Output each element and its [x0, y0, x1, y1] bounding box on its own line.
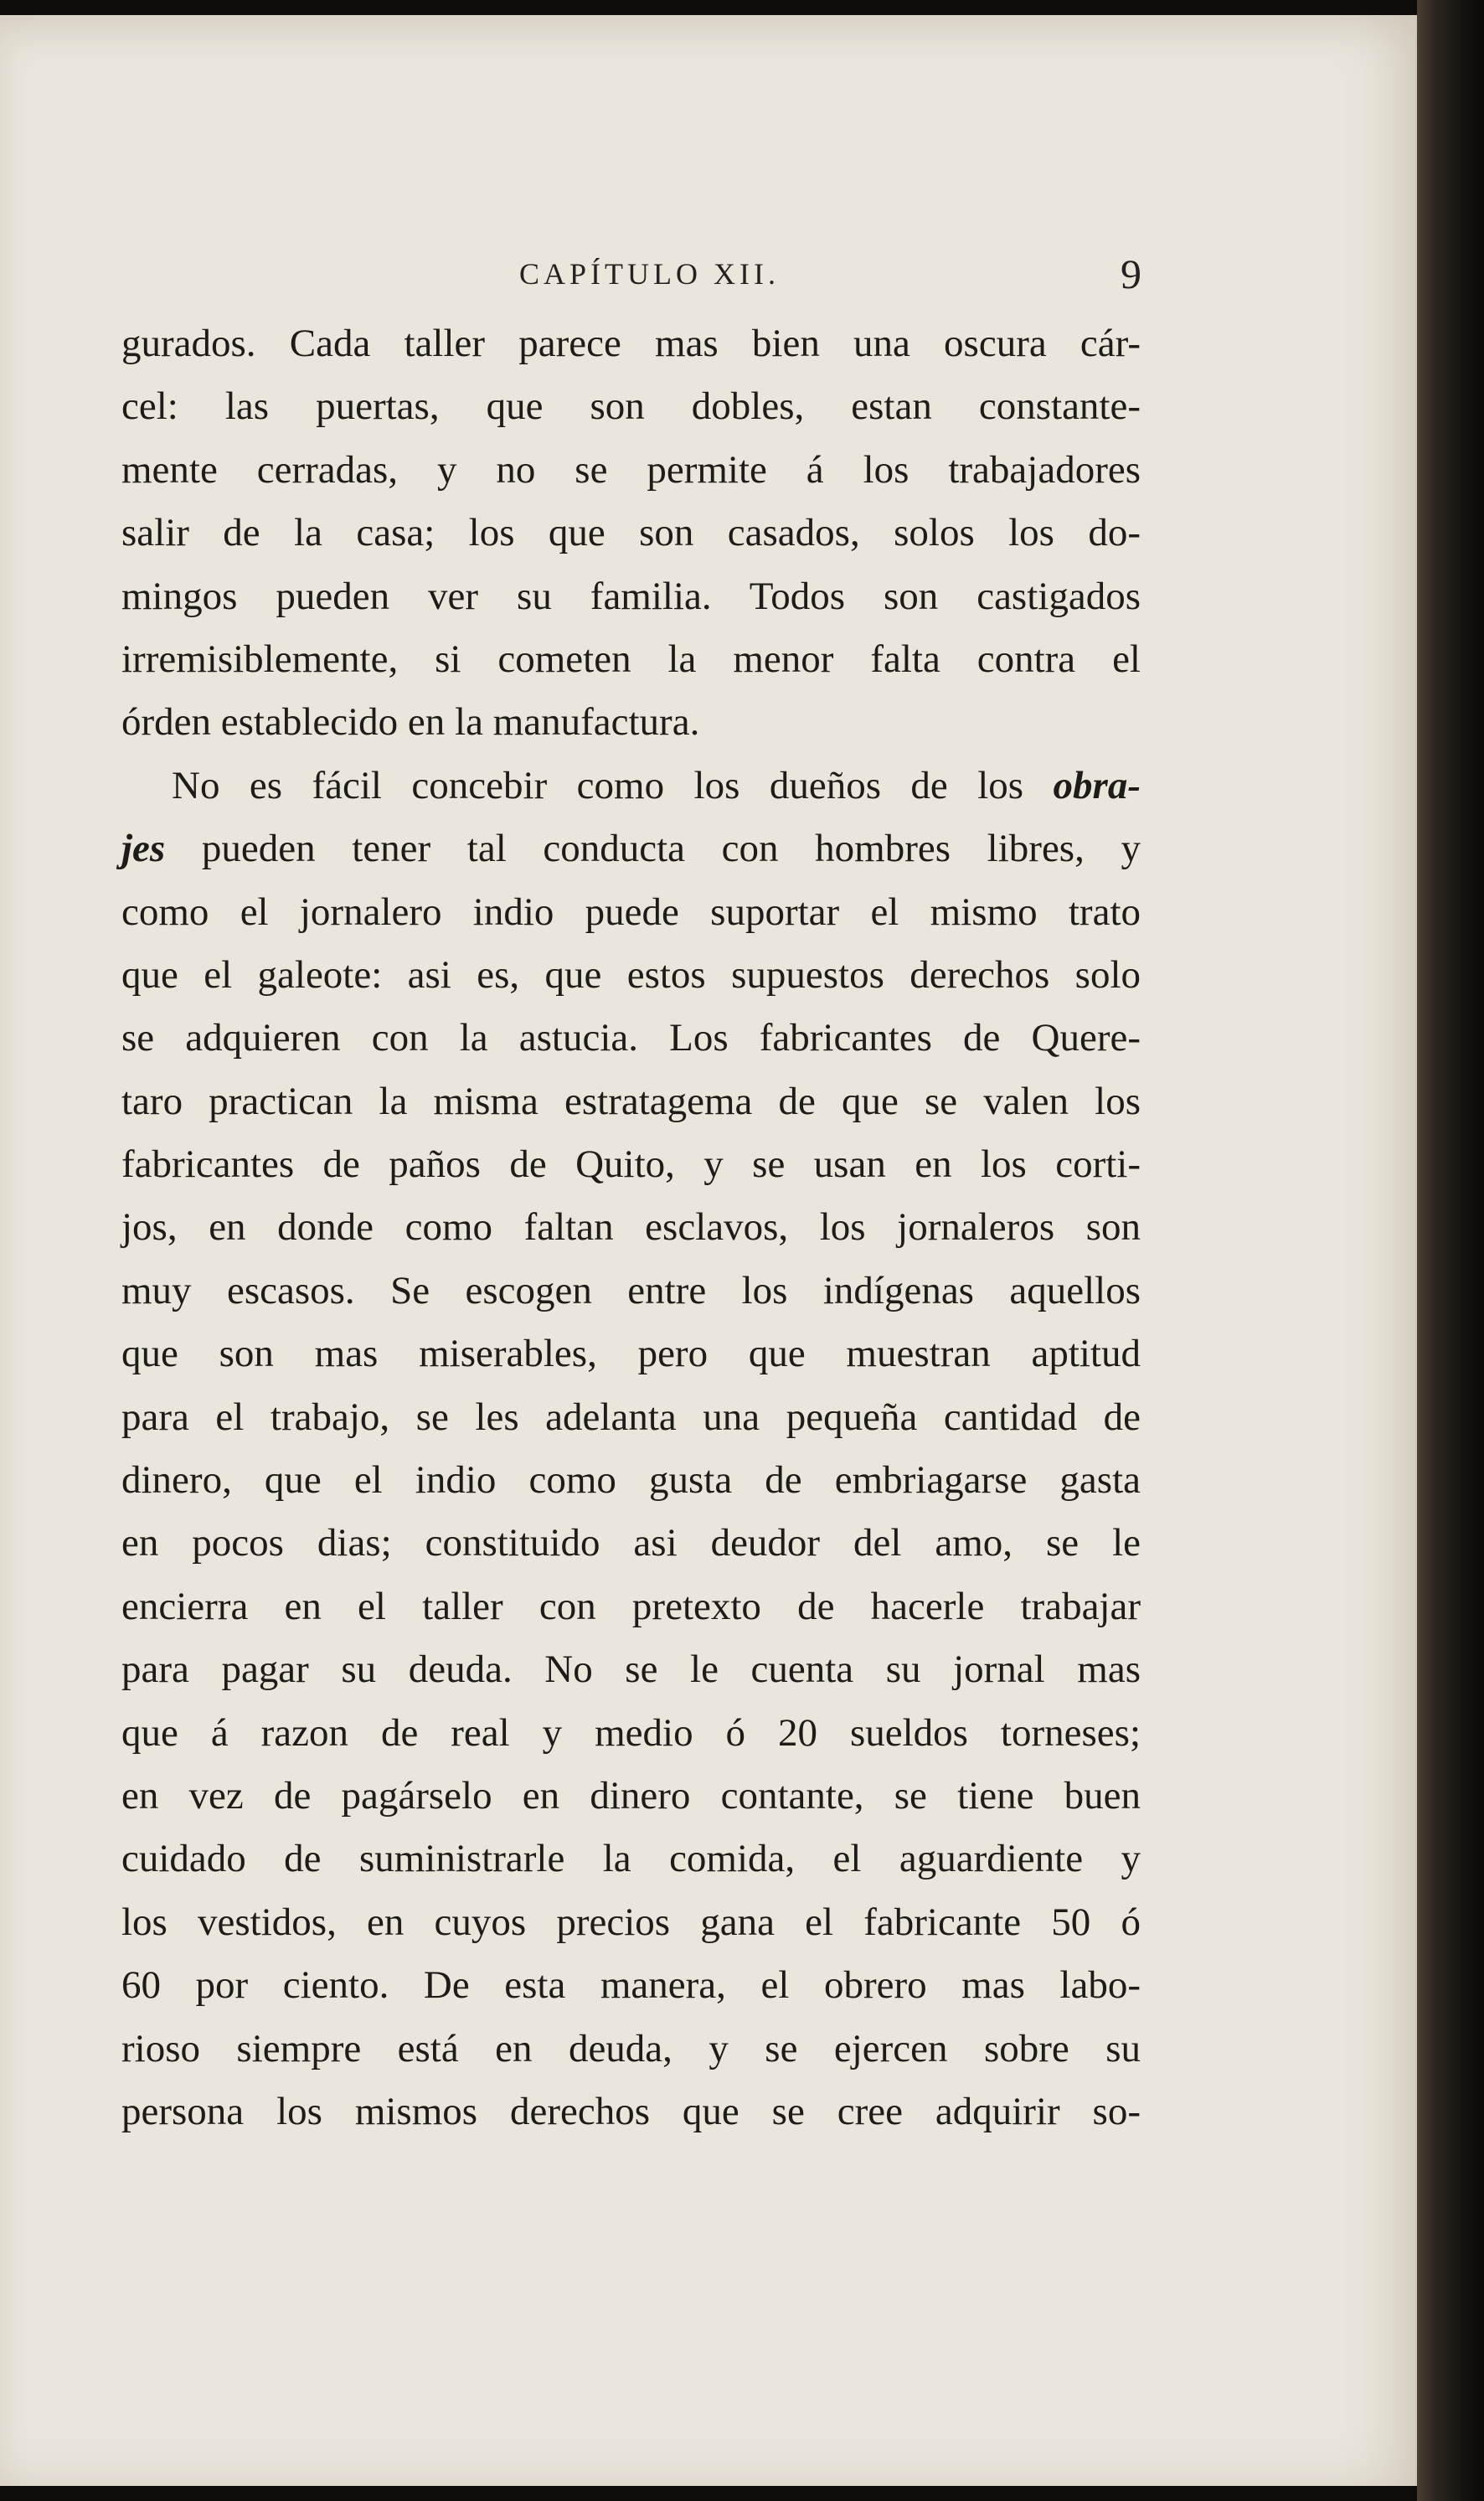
italic-term: jes: [121, 827, 166, 871]
text-line: fabricantes de paños de Quito, y se usan en los corti-: [121, 1142, 1141, 1187]
text-line: encierra en el taller con pretexto de hacerle trabajar: [121, 1584, 1141, 1628]
book-page: [0, 15, 1417, 2486]
text-line: rioso siempre está en deuda, y se ejercen sobre su: [121, 2026, 1141, 2070]
text-line: gurados. Cada taller parece mas bien una oscura cár-: [121, 322, 1141, 365]
text-line: cuidado de suministrarle la comida, el aguardiente y: [121, 1837, 1141, 1881]
text-line: 60 por ciento. De esta manera, el obrero mas labo-: [121, 1963, 1141, 2008]
text-line: se adquieren con la astucia. Los fabricantes de Quere-: [121, 1016, 1141, 1060]
page-number: 9: [1121, 250, 1141, 297]
text-line: mente cerradas, y no se permite á los trabajadores: [121, 447, 1141, 492]
text-line: mingos pueden ver su familia. Todos son castigados: [121, 574, 1141, 618]
text-line: taro practican la misma estratagema de que se valen los: [121, 1079, 1141, 1123]
text-line: órden establecido en la manufactura.: [121, 700, 700, 745]
text-line: dinero, que el indio como gusta de embriagarse gasta: [121, 1458, 1141, 1503]
text-line: que á razon de real y medio ó 20 sueldos torneses;: [121, 1710, 1141, 1755]
text-line: en pocos dias; constituido asi deudor del amo, se le: [121, 1521, 1141, 1565]
text-line: salir de la casa; los que son casados, solos los do-: [121, 511, 1141, 555]
page-header: [0, 233, 1206, 297]
text-line: jos, en donde como faltan esclavos, los jornaleros son: [121, 1205, 1141, 1250]
text-line: muy escasos. Se escogen entre los indígenas aquellos: [121, 1268, 1141, 1312]
text-line: que son mas miserables, pero que muestran aptitud: [121, 1332, 1141, 1376]
text-line: irremisiblemente, si cometen la menor falta contra el: [121, 637, 1141, 681]
text-line: para pagar su deuda. No se le cuenta su jornal mas: [121, 1648, 1141, 1692]
text-line: en vez de pagárselo en dinero contante, se tiene buen: [121, 1773, 1141, 1818]
text-segment: No es fácil concebir como los dueños de los: [172, 763, 1054, 807]
running-head: CAPÍTULO XII.: [519, 257, 780, 291]
text-line: persona los mismos derechos que se cree adquirir so-: [121, 2089, 1141, 2133]
body-text: [121, 312, 1141, 2143]
book-spine: [1417, 0, 1484, 2501]
text-line: que el galeote: asi es, que estos supuestos derechos solo: [121, 952, 1141, 997]
text-line: como el jornalero indio puede suportar el mismo trato: [121, 890, 1141, 934]
italic-term: obra-: [1053, 763, 1141, 807]
text-line: para el trabajo, se les adelanta una pequeña cantidad de: [121, 1395, 1141, 1439]
text-line: los vestidos, en cuyos precios gana el fabricante 50 ó: [121, 1900, 1141, 1944]
text-line: [121, 817, 1141, 880]
text-line: [121, 755, 1141, 817]
text-segment: pueden tener tal conducta con hombres libres, y: [165, 827, 1141, 871]
text-line: cel: las puertas, que son dobles, estan constante-: [121, 384, 1141, 429]
